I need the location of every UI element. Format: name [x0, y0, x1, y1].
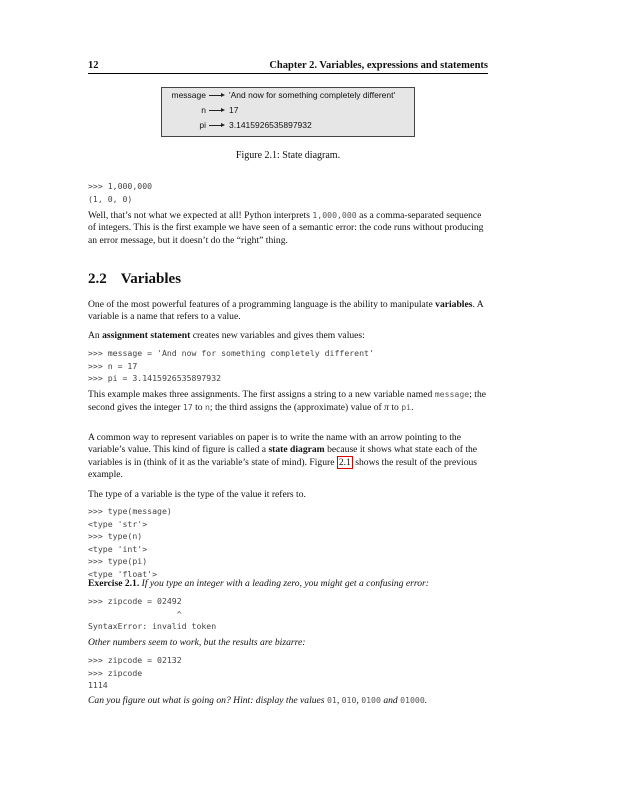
code-line: >>> n = 17 — [88, 360, 138, 371]
paragraph-bizarre: Other numbers seem to work, but the results are bizarre: — [88, 637, 306, 648]
arrow-icon — [209, 125, 223, 126]
code-block-1 — [88, 180, 152, 205]
code-block-5 — [88, 654, 182, 692]
figure-caption: Figure 2.1: State diagram. — [235, 150, 341, 161]
code-line: >>> zipcode — [88, 667, 143, 678]
code-line: <type 'str'> — [88, 518, 148, 529]
paragraph-hint: Can you figure out what is going on? Hint: display the values 01, 010, 0100 and 01000. — [88, 695, 428, 706]
code-line: (1, 0, 0) — [88, 193, 133, 204]
code-line: <type 'float'> — [88, 568, 158, 579]
exercise — [88, 578, 488, 590]
diagram-var-value: 'And now for something completely different' — [229, 90, 396, 100]
state-diagram — [161, 87, 415, 137]
paragraph-variables-intro: One of the most powerful features of a programming language is the ability to manipulate variables. A variable is a name that refers to a value. — [88, 299, 484, 323]
arrow-icon — [209, 95, 223, 96]
code-block-3 — [88, 505, 172, 580]
paragraph-semantic-error: Well, that’s not what we expected at all! Python interprets 1,000,000 as a comma-separated sequence of integers. This is the first example we have seen of a semantic error: the code runs without producing an error message, but it doesn’t do the “right” thing. — [88, 210, 484, 246]
page-number: 12 — [88, 60, 99, 71]
paragraph-three-assignments: This example makes three assignments. The first assigns a string to a new variable named message; the second gives the integer 17 to n; the third assigns the (approximate) value of π to pi. — [88, 389, 487, 414]
section-title: Variables — [120, 271, 182, 287]
code-line: >>> zipcode = 02492 — [88, 596, 182, 606]
figure-reference-link[interactable]: 2.1 — [338, 456, 351, 468]
code-line: 1114 — [88, 680, 108, 690]
code-line: >>> zipcode = 02132 — [88, 655, 182, 665]
code-line: >>> 1,000,000 — [88, 181, 153, 191]
paragraph-type: The type of a variable is the type of the value it refers to. — [88, 489, 306, 500]
section-heading — [88, 271, 181, 288]
diagram-var-value: 3.1415926535897932 — [229, 120, 312, 130]
diagram-var-name: message — [171, 90, 206, 100]
code-line: <type 'int'> — [88, 543, 148, 554]
code-line: SyntaxError: invalid token — [88, 621, 217, 631]
code-line: >>> message = 'And now for something completely different' — [88, 348, 374, 358]
code-line: >>> pi = 3.1415926535897932 — [88, 373, 222, 383]
code-block-4 — [88, 595, 216, 633]
code-line: >>> type(message) — [88, 506, 172, 516]
diagram-var-name: n — [201, 105, 206, 115]
paragraph-assignment: An assignment statement creates new variables and gives them values: — [88, 330, 365, 341]
diagram-row-n — [162, 105, 414, 117]
code-line: >>> type(n) — [88, 531, 143, 541]
arrow-icon — [209, 110, 223, 111]
diagram-row-pi — [162, 120, 414, 132]
exercise-label: Exercise 2.1. — [88, 578, 140, 589]
code-line: ^ — [88, 608, 182, 619]
code-block-2 — [88, 347, 374, 385]
paragraph-state-diagram: A common way to represent variables on paper is to write the name with an arrow pointing to the variable’s value. This kind of figure is called a state diagram because it shows what state each of the variables is in (think of it as the variable’s state of mind). Figure 2.1 shows the result of the previous example. — [88, 432, 478, 481]
chapter-title: Chapter 2. Variables, expressions and statements — [269, 60, 488, 71]
diagram-var-value: 17 — [229, 105, 239, 115]
header-rule — [88, 73, 488, 74]
section-number: 2.2 — [88, 271, 107, 287]
code-line: >>> type(pi) — [88, 556, 148, 566]
diagram-var-name: pi — [199, 120, 206, 130]
exercise-text: If you type an integer with a leading zero, you might get a confusing error: — [141, 578, 429, 589]
diagram-row-message — [162, 90, 414, 102]
